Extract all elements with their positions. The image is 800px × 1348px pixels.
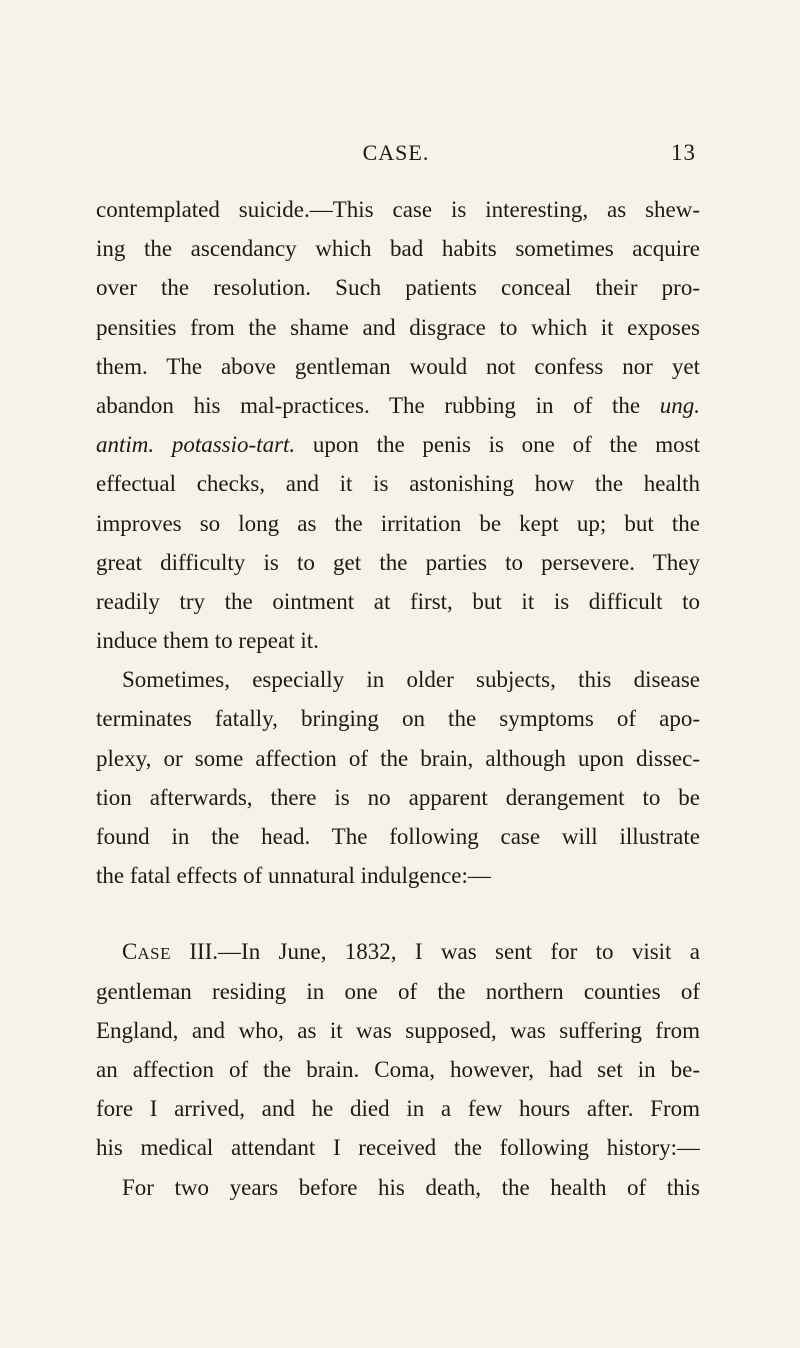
text-fragment: abandon his mal-practices. The rubbing in of the <box>96 392 660 418</box>
text-line: them. The above gentleman would not confess nor yet <box>96 353 700 379</box>
text-line: pensities from the shame and disgrace to which it exposes <box>96 314 700 340</box>
text-line: great difficulty is to get the parties to persevere. They <box>96 549 700 575</box>
text-fragment: III.—In June, 1832, I was sent for to visit a <box>170 939 700 965</box>
text-line: tion afterwards, there is no apparent derangement to be <box>96 784 700 810</box>
case-label-rest: ASE <box>137 944 171 964</box>
case-label-initial: C <box>122 939 138 965</box>
text-line: ing the ascendancy which bad habits sometimes acquire <box>96 236 700 262</box>
text-line: For two years before his death, the health of this <box>122 1174 700 1200</box>
text-line: over the resolution. Such patients conceal their pro- <box>96 275 700 301</box>
italic-term: ung. <box>659 392 700 418</box>
text-line: found in the head. The following case will illustrate <box>96 824 700 849</box>
text-line: plexy, or some affection of the brain, although upon dissec- <box>96 745 700 771</box>
text-line: his medical attendant I received the following history:— <box>96 1135 700 1161</box>
text-line: England, and who, as it was supposed, was suffering from <box>96 1017 700 1043</box>
text-line: an affection of the brain. Coma, however, had set in be- <box>96 1056 700 1082</box>
text-line: fore I arrived, and he died in a few hours after. From <box>96 1096 700 1122</box>
text-line: readily try the ointment at first, but it is difficult to <box>96 588 700 614</box>
text-line: terminates fatally, bringing on the symptoms of apo- <box>96 706 700 732</box>
text-line: improves so long as the irritation be kept up; but the <box>96 510 700 536</box>
text-line: gentleman residing in one of the northern counties of <box>96 978 700 1004</box>
page-number: 13 <box>671 140 696 165</box>
italic-term: antim. potassio-tart. <box>96 432 296 458</box>
text-line: contemplated suicide.—This case is interesting, as shew- <box>96 197 700 222</box>
text-fragment: upon the penis is one of the most <box>295 432 700 458</box>
section-gap <box>96 895 700 932</box>
running-title: CASE. <box>362 140 430 165</box>
text-line: the fatal effects of unnatural indulgence:— <box>96 863 491 889</box>
text-line <box>96 425 700 464</box>
text-line: effectual checks, and it is astonishing how the health <box>96 471 700 497</box>
running-head <box>96 140 696 170</box>
text-line: induce them to repeat it. <box>96 628 319 654</box>
text-line: Sometimes, especially in older subjects, this disease <box>122 667 700 693</box>
body-text <box>96 190 700 1207</box>
case-heading-line <box>96 932 700 971</box>
text-line <box>96 386 700 425</box>
